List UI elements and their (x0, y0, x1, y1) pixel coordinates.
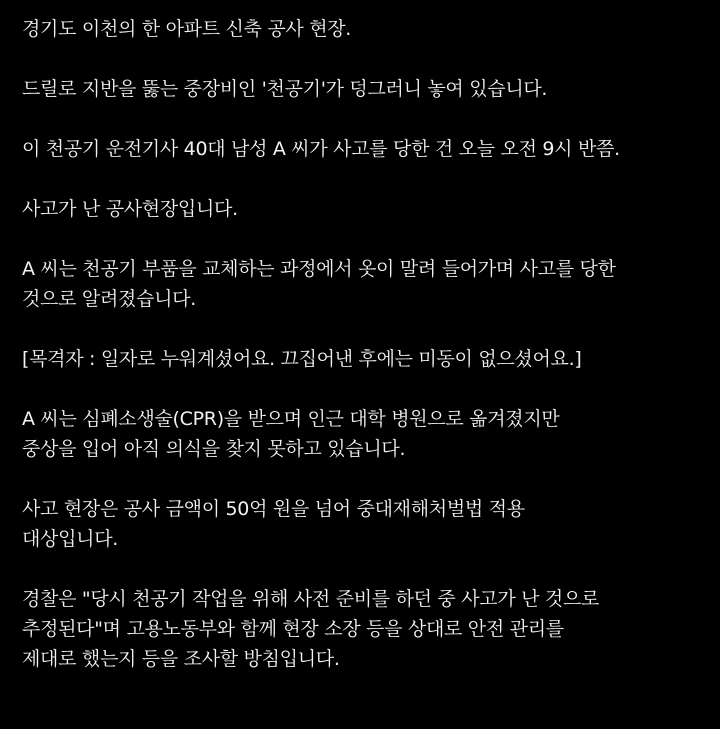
paragraph-serious-accident-law (22, 494, 712, 554)
text-line: A 씨는 천공기 부품을 교체하는 과정에서 옷이 말려 들어가며 사고를 당한 (22, 258, 616, 280)
article-text (22, 14, 712, 704)
text-line: 드릴로 지반을 뚫는 중장비인 '천공기'가 덩그러니 놓여 있습니다. (22, 78, 548, 100)
text-line: 제대로 했는지 등을 조사할 방침입니다. (22, 648, 340, 670)
paragraph-drill-machine (22, 74, 712, 104)
text-line: 것으로 알려졌습니다. (22, 288, 196, 310)
paragraph-accident-site (22, 194, 712, 224)
text-line: 경찰은 "당시 천공기 작업을 위해 사전 준비를 하던 중 사고가 난 것으로 (22, 588, 600, 610)
text-line: 사고 현장은 공사 금액이 50억 원을 넘어 중대재해처벌법 적용 (22, 498, 525, 520)
paragraph-police-investigation (22, 584, 712, 674)
text-line: 경기도 이천의 한 아파트 신축 공사 현장. (22, 18, 352, 40)
text-line: 이 천공기 운전기사 40대 남성 A 씨가 사고를 당한 건 오늘 오전 9시 반쯤. (22, 138, 620, 160)
text-line: 추정된다"며 고용노동부와 함께 현장 소장 등을 상대로 안전 관리를 (22, 618, 564, 640)
text-line: 대상입니다. (22, 528, 119, 550)
text-line: 중상을 입어 아직 의식을 찾지 못하고 있습니다. (22, 438, 406, 460)
paragraph-victim-condition (22, 404, 712, 464)
paragraph-accident-time (22, 134, 712, 164)
paragraph-accident-cause (22, 254, 712, 314)
paragraph-witness-quote (22, 344, 712, 374)
text-line: [목격자 : 일자로 누워계셨어요. 끄집어낸 후에는 미동이 없으셨어요.] (22, 348, 582, 370)
text-line: 사고가 난 공사현장입니다. (22, 198, 238, 220)
paragraph-scene (22, 14, 712, 44)
text-line: A 씨는 심폐소생술(CPR)을 받으며 인근 대학 병원으로 옮겨졌지만 (22, 408, 560, 430)
